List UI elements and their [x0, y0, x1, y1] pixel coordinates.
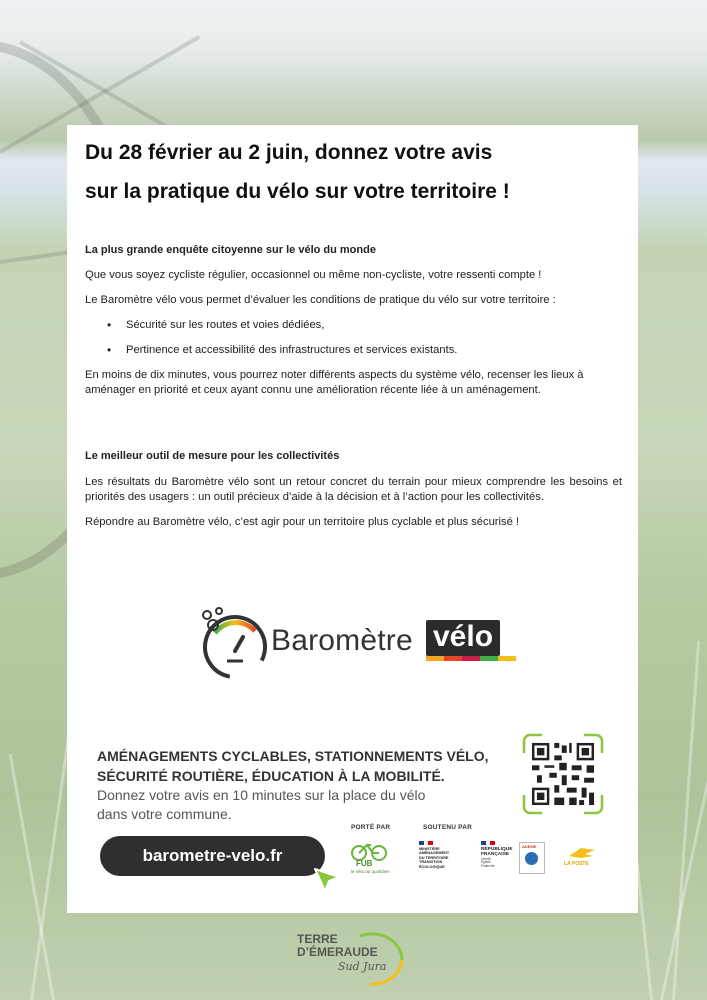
color-segment	[444, 656, 462, 661]
barometre-velo-logo	[199, 605, 519, 685]
footer-logo-line: Sud Jura	[338, 960, 387, 973]
ademe-logo-text: ADEME	[522, 844, 537, 849]
bullet-list	[85, 318, 622, 358]
cursor-pointer-icon	[311, 863, 343, 895]
republique-francaise-logo	[481, 841, 519, 869]
paragraph: Les résultats du Baromètre vélo sont un retour concret du terrain pour mieux comprendre les besoins et priorités des usagers : un outil précieux d’aide à la décision et à l’action pour les collectivités.	[85, 476, 622, 503]
footer-logo-line: TERRE	[297, 932, 338, 946]
laposte-logo-text: LA POSTE	[564, 861, 589, 867]
ministere-line: DU TERRITOIRE	[419, 855, 449, 860]
gauge-icon	[199, 605, 271, 685]
promo-headline	[97, 746, 517, 786]
fub-logo-text: FUB	[356, 859, 373, 868]
url-link[interactable]: barometre-velo.fr	[100, 836, 325, 876]
section-heading: La plus grande enquête citoyenne sur le vélo du monde	[85, 244, 376, 256]
list-item: • Pertinence et accessibilité des infrastructures et services existants.	[85, 343, 622, 358]
republique-motto: Fraternité	[481, 864, 495, 868]
title-line-1: Du 28 février au 2 juin, donnez votre avis	[85, 141, 493, 164]
ministere-line: TRANSITION	[419, 860, 443, 865]
color-segment	[480, 656, 498, 661]
ministere-logo	[419, 841, 459, 869]
footer-logo-line: D’ÉMERAUDE	[297, 945, 378, 959]
logo-velo-badge: vélo	[426, 620, 500, 656]
list-item: • Sécurité sur les routes et voies dédiées,	[85, 318, 622, 333]
section-enquete	[85, 243, 622, 398]
color-segment	[498, 656, 516, 661]
paragraph: Répondre au Baromètre vélo, c’est agir pour un territoire plus cyclable et plus sécurisé !	[85, 516, 520, 528]
promo-subtext	[97, 786, 517, 824]
paragraph: Le Baromètre vélo vous permet d’évaluer les conditions de pratique du vélo sur votre territoire :	[85, 294, 556, 306]
title-line-2: sur la pratique du vélo sur votre territoire !	[85, 180, 510, 203]
republique-line: RÉPUBLIQUE	[481, 847, 513, 852]
grass-blade	[660, 775, 707, 1000]
section-collectivites	[85, 449, 622, 530]
logo-word: Baromètre	[271, 624, 413, 657]
logo-color-bar	[426, 656, 516, 661]
qr-code-icon[interactable]	[527, 738, 599, 810]
ademe-emblem-icon	[525, 852, 538, 865]
promo-subtext-line: Donnez votre avis en 10 minutes sur la place du vélo	[97, 787, 426, 803]
ministere-line: ÉCOLOGIQUE	[419, 864, 445, 869]
republique-motto: Liberté	[481, 856, 491, 861]
fub-tagline: le vélo au quotidien	[351, 869, 390, 874]
ministere-line: AMÉNAGEMENT	[419, 851, 450, 856]
grass-blade	[672, 641, 700, 1000]
section-heading: Le meilleur outil de mesure pour les collectivités	[85, 450, 340, 462]
promo-block	[97, 746, 517, 824]
promo-headline-line: AMÉNAGEMENTS CYCLABLES, STATIONNEMENTS VÉLO,	[97, 748, 489, 764]
ministere-line: MINISTÈRE	[419, 847, 440, 851]
republique-motto: Égalité	[481, 860, 491, 865]
french-flag-icon	[481, 841, 495, 845]
porte-par-label: PORTÉ PAR	[351, 824, 391, 831]
page-title	[85, 133, 625, 211]
content-card	[67, 125, 638, 913]
color-segment	[462, 656, 480, 661]
paragraph: Que vous soyez cycliste régulier, occasionnel ou même non-cycliste, votre ressenti compte !	[85, 269, 542, 281]
french-flag-icon	[419, 841, 433, 845]
republique-line: FRANÇAISE	[481, 852, 509, 858]
paragraph: En moins de dix minutes, vous pourrez noter différents aspects du système vélo, recenser les lieux à aménager en priorité et ceux ayant connu une amélioration récente liée à un aménagement.	[85, 369, 584, 396]
color-segment	[426, 656, 444, 661]
soutenu-par-label: SOUTENU PAR	[423, 824, 473, 831]
promo-headline-line: SÉCURITÉ ROUTIÈRE, ÉDUCATION À LA MOBILITÉ.	[97, 768, 445, 784]
promo-subtext-line: dans votre commune.	[97, 806, 232, 822]
